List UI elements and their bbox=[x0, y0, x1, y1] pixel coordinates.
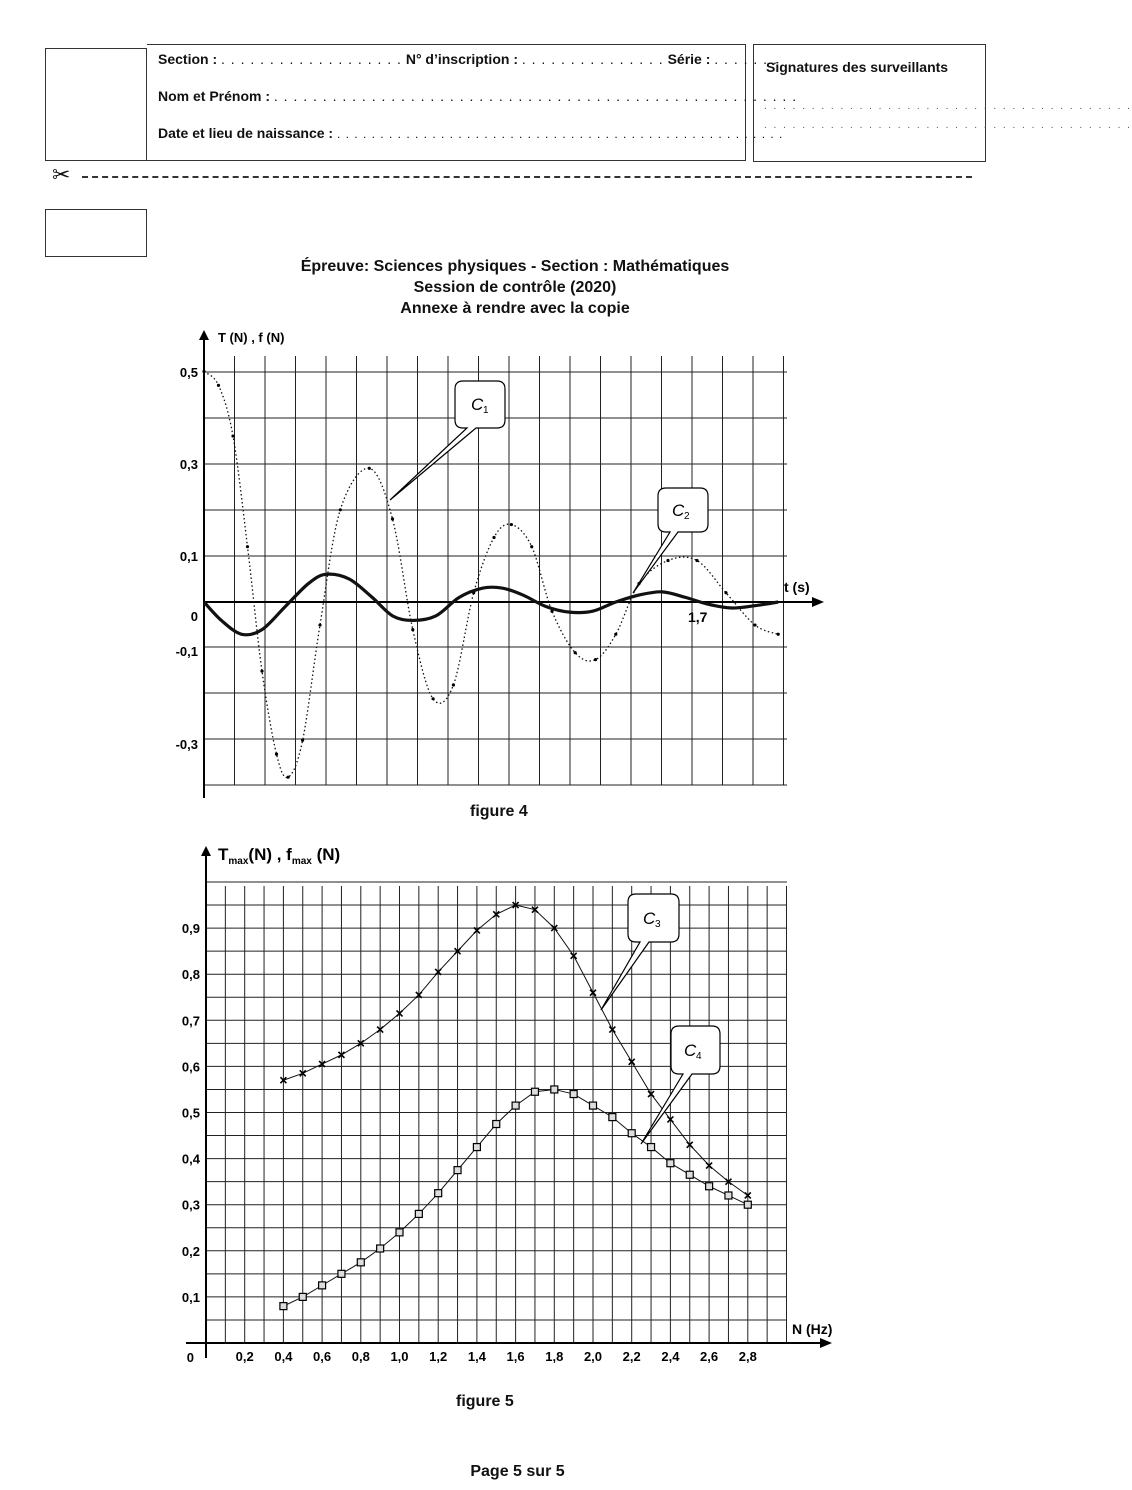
y-tick-label: 0 bbox=[190, 609, 198, 624]
series-C4-point bbox=[725, 1192, 732, 1199]
series-C4-point bbox=[415, 1210, 422, 1217]
series-C4-point bbox=[706, 1183, 713, 1190]
callout-c4-sub: 4 bbox=[696, 1051, 702, 1062]
series-C1-point bbox=[391, 517, 394, 520]
x-tick-label: 1,4 bbox=[467, 1349, 486, 1364]
series-C4-point bbox=[377, 1245, 384, 1252]
y-tick-label: 0,4 bbox=[181, 1151, 200, 1167]
figure-4-chart bbox=[0, 320, 986, 820]
y-axis-label: $T_{max}(N)$ , $f_{max}$ (N) bbox=[218, 845, 341, 867]
birth-field[interactable]: . . . . . . . . . . . . . . . . . . . . . . . . . . . . . . . . . . . . . . . . . . . . . . . . . . . . bbox=[336, 127, 784, 141]
series-C1-point bbox=[202, 370, 205, 373]
series-C4-point bbox=[628, 1130, 635, 1137]
y-tick-label: 0,9 bbox=[181, 921, 200, 937]
x-tick-label: 2,8 bbox=[738, 1349, 757, 1364]
series-C1-point bbox=[510, 523, 513, 526]
birth-label: Date et lieu de naissance : bbox=[158, 125, 334, 141]
origin-label: 0 bbox=[186, 1350, 194, 1365]
series-C4-point bbox=[551, 1086, 558, 1093]
cut-line bbox=[82, 176, 972, 178]
series-C1-point bbox=[666, 559, 669, 562]
x-axis-arrow bbox=[812, 597, 824, 607]
y-axis-label: T (N) , f (N) bbox=[218, 330, 285, 345]
callout-c2-label: C bbox=[672, 501, 685, 520]
x-axis-arrow bbox=[820, 1338, 832, 1348]
series-C4-point bbox=[319, 1282, 326, 1289]
series-C4-point bbox=[570, 1091, 577, 1098]
series-C1-point bbox=[594, 658, 597, 661]
x-tick-label: 0,6 bbox=[313, 1349, 332, 1364]
series-C1-point bbox=[530, 545, 533, 548]
series-C4-point bbox=[473, 1144, 480, 1151]
name-label: Nom et Prénom : bbox=[158, 88, 271, 104]
series-C1-point bbox=[275, 753, 278, 756]
series-C1-point bbox=[492, 536, 495, 539]
x-axis-label: N (Hz) bbox=[792, 1321, 833, 1337]
series-C1-point bbox=[287, 776, 290, 779]
series-C4-point bbox=[667, 1160, 674, 1167]
series-C1-point bbox=[411, 628, 414, 631]
grade-box bbox=[45, 209, 147, 257]
scissors-icon: ✂ bbox=[52, 162, 71, 187]
series-C1-point bbox=[246, 545, 249, 548]
series-C1-point bbox=[339, 508, 342, 511]
series-C1-point bbox=[368, 467, 371, 470]
y-tick-label: 0,5 bbox=[179, 365, 198, 380]
x-tick-label: 1,6 bbox=[506, 1349, 525, 1364]
series-C4-point bbox=[590, 1102, 597, 1109]
series-C4-point bbox=[609, 1114, 616, 1121]
series-C1-point bbox=[432, 697, 435, 700]
signature-line-1[interactable]: . . . . . . . . . . . . . . . . . . . . . . . . . . . . . . . . . . . . . . . bbox=[764, 101, 1132, 112]
section-field[interactable]: . . . . . . . . . . . . . . . . . . . bbox=[221, 51, 402, 67]
series-C1-point bbox=[753, 623, 756, 626]
figure-5-caption: figure 5 bbox=[456, 1393, 514, 1410]
y-tick-label: 0,1 bbox=[179, 549, 198, 564]
section-line[interactable] bbox=[158, 51, 778, 67]
title-line-2: Session de contrôle (2020) bbox=[413, 279, 617, 296]
y-tick-label: -0,3 bbox=[175, 737, 198, 752]
figure-5-grid bbox=[206, 882, 787, 1343]
figure-4-axes bbox=[199, 330, 824, 798]
series-C1-point bbox=[695, 559, 698, 562]
signature-line-2[interactable]: . . . . . . . . . . . . . . . . . . . . . . . . . . . . . . . . . . . . . . . bbox=[764, 120, 1132, 131]
x-tick-label: 2,0 bbox=[583, 1349, 603, 1364]
time-marker-label: 1,7 bbox=[688, 609, 708, 625]
y-tick-label: 0,5 bbox=[181, 1105, 200, 1121]
y-tick-label: 0,3 bbox=[181, 1197, 200, 1213]
x-tick-label: 2,6 bbox=[700, 1349, 719, 1364]
x-tick-label: 1,2 bbox=[429, 1349, 448, 1364]
y-axis-arrow bbox=[199, 330, 209, 340]
page-number: Page 5 sur 5 bbox=[470, 1463, 565, 1480]
series-C1-point bbox=[301, 739, 304, 742]
series-C1-point bbox=[614, 633, 617, 636]
series-C4-point bbox=[648, 1144, 655, 1151]
x-tick-label: 2,2 bbox=[622, 1349, 641, 1364]
x-axis-label: t (s) bbox=[784, 579, 810, 595]
photo-box bbox=[45, 48, 147, 161]
x-tick-label: 0,4 bbox=[274, 1349, 293, 1364]
series-C1-point bbox=[724, 591, 727, 594]
callout-c2 bbox=[633, 488, 708, 593]
title-line-1: Épreuve: Sciences physiques - Section : Mathématiques bbox=[300, 258, 730, 275]
callout-c1-sub: 1 bbox=[483, 405, 489, 416]
x-tick-label: 2,4 bbox=[661, 1349, 680, 1364]
serie-field[interactable]: . . . . . . . bbox=[714, 51, 778, 67]
callout-c3-label: C bbox=[643, 909, 656, 928]
y-tick-label: 0,2 bbox=[181, 1243, 200, 1259]
callout-c4-label: C bbox=[684, 1041, 697, 1060]
figure-4-caption: figure 4 bbox=[470, 803, 528, 820]
series-C1-point bbox=[452, 683, 455, 686]
series-C1-point bbox=[777, 633, 780, 636]
series-C4-point bbox=[686, 1171, 693, 1178]
x-tick-label: 1,8 bbox=[545, 1349, 564, 1364]
name-line[interactable] bbox=[158, 88, 797, 104]
signatures-title: Signatures des surveillants bbox=[766, 59, 949, 75]
series-C4-point bbox=[280, 1303, 287, 1310]
title-line-3: Annexe à rendre avec la copie bbox=[400, 300, 630, 317]
series-C4-point bbox=[396, 1229, 403, 1236]
callout-c3-sub: 3 bbox=[655, 919, 661, 930]
y-tick-label: -0,1 bbox=[175, 644, 198, 659]
y-tick-label: 0,6 bbox=[181, 1059, 200, 1075]
series-C1-point bbox=[318, 623, 321, 626]
callout-c1-label: C bbox=[471, 395, 484, 414]
x-tick-label: 1,0 bbox=[390, 1349, 409, 1364]
serie-label: Série : bbox=[667, 51, 711, 67]
series-C4-point bbox=[744, 1201, 751, 1208]
x-tick-label: 0,8 bbox=[351, 1349, 370, 1364]
series-C1-point bbox=[217, 384, 220, 387]
inscription-field[interactable]: . . . . . . . . . . . . . . . bbox=[521, 51, 664, 67]
series-C4-point bbox=[299, 1293, 306, 1300]
name-field[interactable]: . . . . . . . . . . . . . . . . . . . . . . . . . . . . . . . . . . . . . . . . . . . . . . . . . . . . . . bbox=[273, 88, 798, 104]
series-C1-point bbox=[574, 651, 577, 654]
figure-5-labels bbox=[182, 845, 833, 1365]
y-axis-arrow bbox=[201, 846, 211, 856]
y-tick-label: 0,1 bbox=[181, 1289, 200, 1305]
series-C4-point bbox=[338, 1270, 345, 1277]
series-C4-point bbox=[357, 1259, 364, 1266]
series-C4-point bbox=[512, 1102, 519, 1109]
series-C4-point bbox=[531, 1088, 538, 1095]
x-tick-label: 0,2 bbox=[235, 1349, 254, 1364]
inscription-label: N° d’inscription : bbox=[405, 51, 518, 67]
series-C4-point bbox=[493, 1121, 500, 1128]
figure-4-series bbox=[202, 370, 779, 779]
figure-5-chart bbox=[0, 835, 986, 1375]
birth-line[interactable] bbox=[158, 125, 783, 141]
y-tick-label: 0,3 bbox=[179, 457, 198, 472]
series-C1-point bbox=[260, 670, 263, 673]
y-tick-label: 0,7 bbox=[181, 1013, 200, 1029]
series-C4-point bbox=[454, 1167, 461, 1174]
series-C1-point bbox=[231, 434, 234, 437]
section-label: Section : bbox=[158, 51, 218, 67]
y-tick-label: 0,8 bbox=[181, 967, 200, 983]
callout-c2-sub: 2 bbox=[684, 511, 690, 522]
series-C4-point bbox=[435, 1190, 442, 1197]
